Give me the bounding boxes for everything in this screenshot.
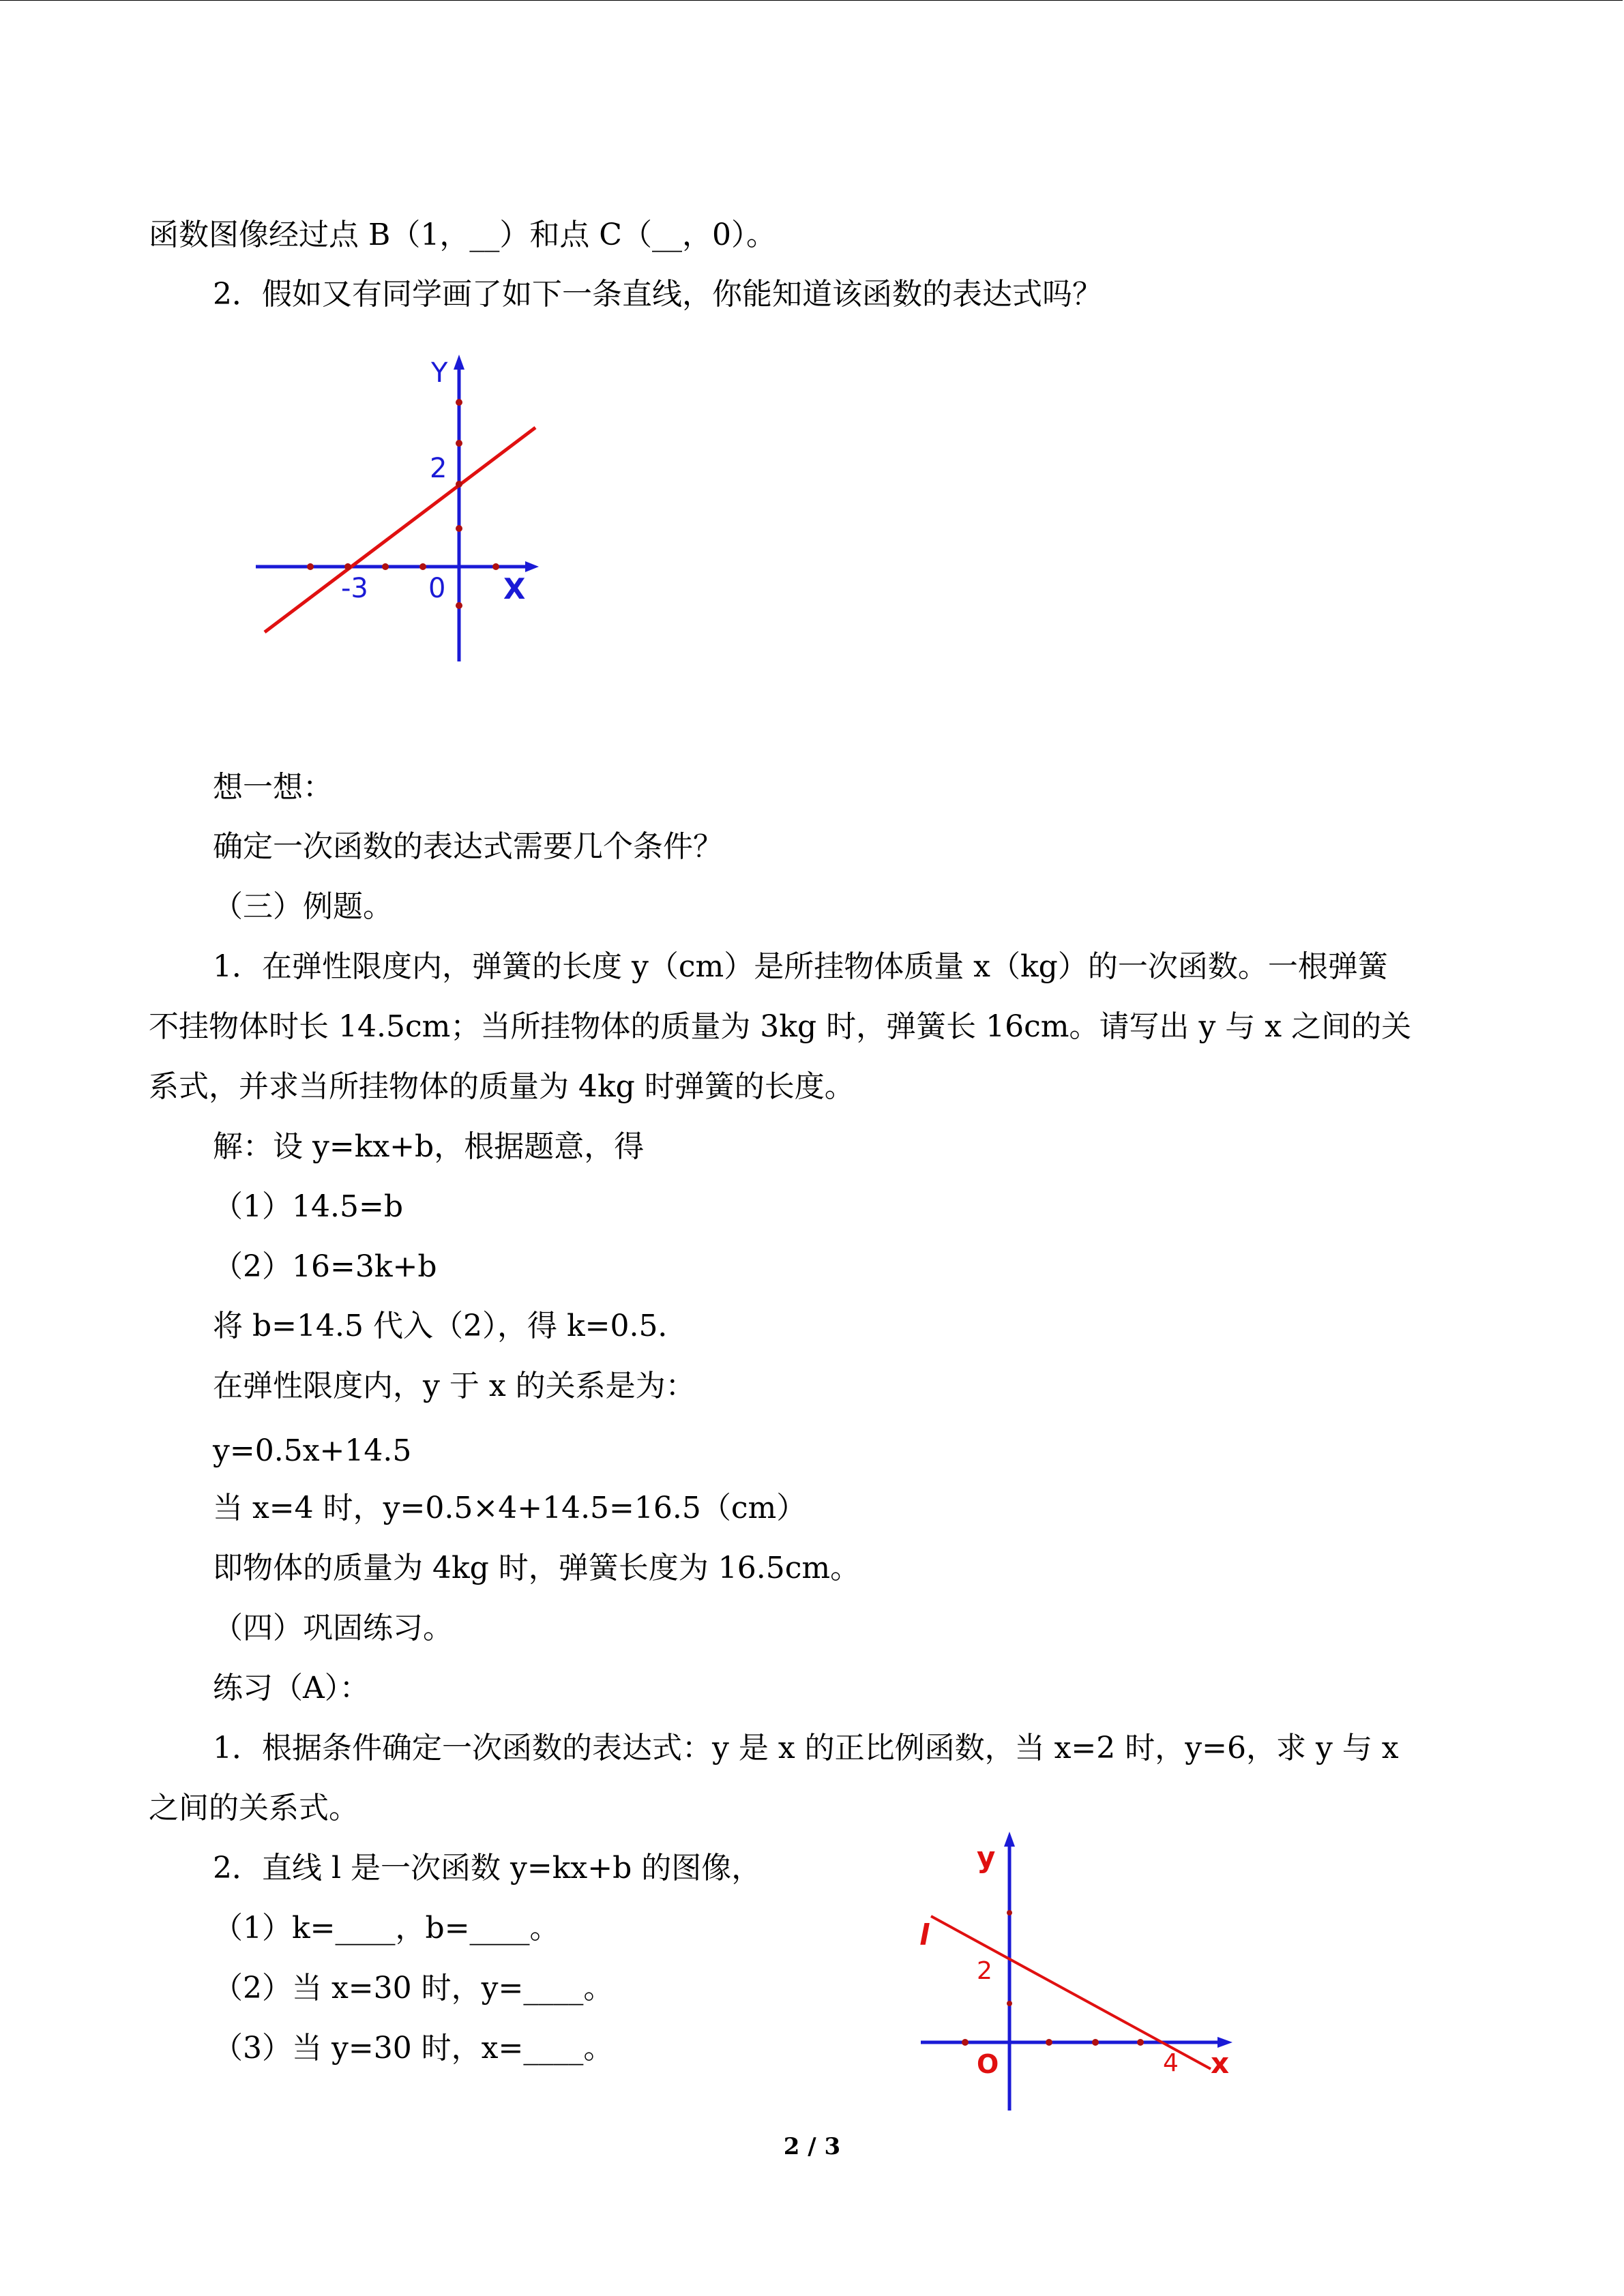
equation-1: （1）14.5=b bbox=[213, 1189, 403, 1224]
tick-label-2: 2 bbox=[977, 1957, 992, 1985]
origin-label: 0 bbox=[428, 573, 446, 604]
solution-line: 解：设 y=kx+b，根据题意，得 bbox=[213, 1129, 645, 1164]
section-heading: （四）巩固练习。 bbox=[213, 1611, 453, 1645]
exercise-1: 1．根据条件确定一次函数的表达式：y 是 x 的正比例函数，当 x=2 时，y=6，求 y 与 x bbox=[213, 1731, 1399, 1765]
figure-2-graph bbox=[900, 1828, 1241, 2114]
text-line: 当 x=4 时，y=0.5×4+14.5=16.5（cm） bbox=[213, 1491, 807, 1525]
text-line: 系式，并求当所挂物体的质量为 4kg 时弹簧的长度。 bbox=[149, 1069, 855, 1104]
example-1: 1．在弹性限度内，弹簧的长度 y（cm）是所挂物体质量 x（kg）的一次函数。一根弹簧 bbox=[213, 949, 1388, 984]
page-number: 2 / 3 bbox=[783, 2133, 841, 2160]
y-axis-label: Y bbox=[431, 357, 448, 389]
origin-label: O bbox=[977, 2049, 999, 2079]
exercise-heading: 练习（A）： bbox=[213, 1671, 370, 1705]
exercise-2-part-1: （1）k=____，b=____。 bbox=[213, 1911, 560, 1945]
figure-1-graph bbox=[246, 348, 552, 665]
question-2: 2．假如又有同学画了如下一条直线，你能知道该函数的表达式吗？ bbox=[213, 277, 1102, 312]
x-axis-label: X bbox=[503, 572, 526, 606]
text-line: 函数图像经过点 B（1，__）和点 C（__，0）。 bbox=[149, 218, 776, 252]
text-line: 在弹性限度内，y 于 x 的关系是为： bbox=[213, 1369, 696, 1403]
text-line: 即物体的质量为 4kg 时，弹簧长度为 16.5cm。 bbox=[213, 1551, 861, 1585]
y-axis-arrow-icon bbox=[454, 355, 464, 370]
y-axis-arrow-icon bbox=[1004, 1832, 1015, 1847]
tick-label-4: 4 bbox=[1163, 2049, 1179, 2077]
exercise-2-part-3: （3）当 y=30 时，x=____。 bbox=[213, 2031, 614, 2066]
tick-label-2: 2 bbox=[430, 453, 447, 484]
think-heading: 想一想： bbox=[213, 770, 333, 805]
function-line bbox=[931, 1916, 1211, 2069]
x-axis-label: x bbox=[1211, 2046, 1230, 2080]
text-line: 将 b=14.5 代入（2），得 k=0.5． bbox=[213, 1309, 688, 1343]
exercise-2: 2．直线 l 是一次函数 y=kx+b 的图像， bbox=[213, 1851, 762, 1885]
exercise-2-part-2: （2）当 x=30 时，y=____。 bbox=[213, 1971, 614, 2006]
section-heading: （三）例题。 bbox=[213, 889, 393, 924]
equation-2: （2）16=3k+b bbox=[213, 1249, 437, 1284]
y-axis-label: y bbox=[977, 1840, 996, 1874]
page-top-border bbox=[0, 0, 1623, 1]
function-line bbox=[265, 428, 535, 632]
tick-label-neg3: -3 bbox=[341, 573, 368, 604]
x-axis-arrow-icon bbox=[525, 561, 539, 572]
formula-line: y=0.5x+14.5 bbox=[213, 1433, 412, 1468]
text-line: 确定一次函数的表达式需要几个条件？ bbox=[213, 829, 723, 864]
text-line: 之间的关系式。 bbox=[149, 1791, 359, 1825]
text-line: 不挂物体时长 14.5cm；当所挂物体的质量为 3kg 时，弹簧长 16cm。请写出 y 与 x 之间的关 bbox=[149, 1009, 1412, 1044]
line-label-l: l bbox=[919, 1918, 930, 1952]
